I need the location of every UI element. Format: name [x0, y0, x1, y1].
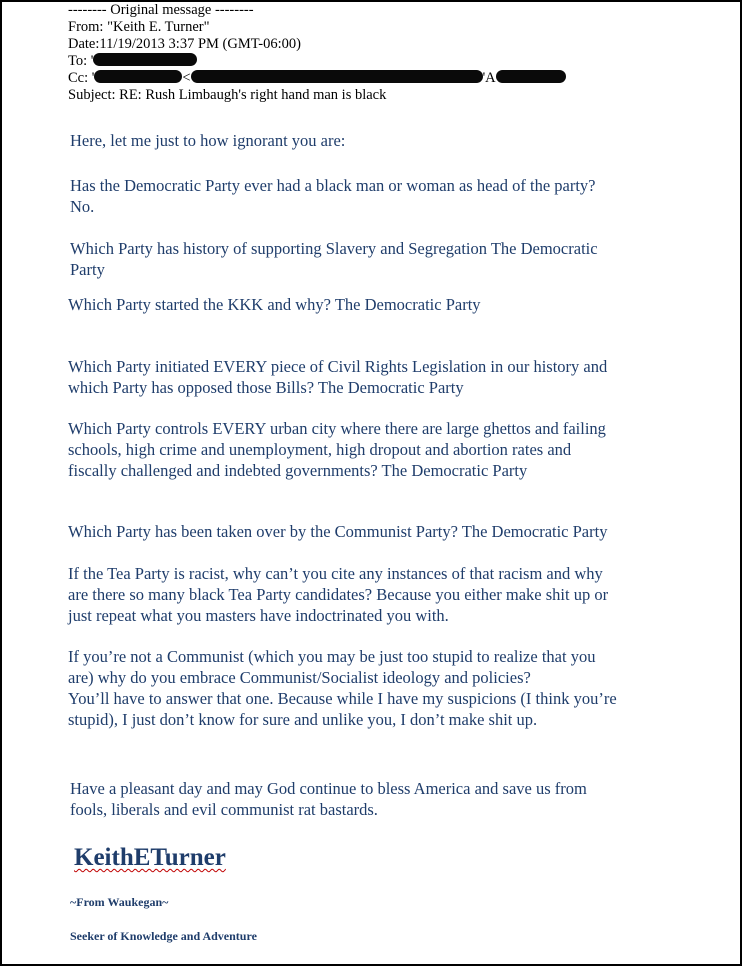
redacted-cc-name [94, 70, 182, 83]
original-message-line: -------- Original message -------- [68, 2, 254, 18]
redacted-recipient [93, 53, 197, 66]
paragraph-tea-party-line-2: are there so many black Tea Party candidates? Because you either make shit up or [68, 585, 609, 604]
paragraph-communist-line-2: are) why do you embrace Communist/Socialist ideology and policies? [68, 668, 531, 687]
redacted-cc-email [191, 70, 483, 83]
paragraph-kkk: Which Party started the KKK and why? The Democratic Party [68, 295, 481, 314]
paragraph-closing-line-1: Have a pleasant day and may God continue to bless America and save us from [70, 779, 587, 798]
cc-suffix: 'A [482, 70, 496, 86]
paragraph-urban-line-3: fiscally challenged and indebted governments? The Democratic Party [68, 461, 528, 480]
paragraph-civil-rights-line-2: which Party has opposed those Bills? The Democratic Party [68, 378, 464, 397]
paragraph-urban-line-1: Which Party controls EVERY urban city where there are large ghettos and failing [68, 419, 606, 438]
paragraph-party-head-line-2: No. [70, 197, 95, 216]
paragraph-slavery-line-2: Party [70, 260, 105, 279]
paragraph-tea-party-line-3: just repeat what you masters have indoctrinated you with. [68, 606, 449, 625]
paragraph-intro: Here, let me just to how ignorant you are: [70, 131, 346, 150]
to-line [68, 53, 197, 70]
from-line: From: "Keith E. Turner" [68, 19, 210, 35]
cc-label: Cc: ' [68, 70, 95, 86]
paragraph-communist-line-4: stupid), I just don’t know for sure and unlike you, I don’t make shit up. [68, 710, 538, 729]
paragraph-communist-line-1: If you’re not a Communist (which you may be just too stupid to realize that you [68, 647, 596, 666]
paragraph-party-head-line-1: Has the Democratic Party ever had a black man or woman as head of the party? [70, 176, 596, 195]
paragraph-civil-rights-line-1: Which Party initiated EVERY piece of Civil Rights Legislation in our history and [68, 357, 608, 376]
paragraph-communist-party: Which Party has been taken over by the Communist Party? The Democratic Party [68, 522, 608, 541]
cc-line [68, 70, 566, 87]
paragraph-urban-line-2: schools, high crime and unemployment, high dropout and abortion rates and [68, 440, 572, 459]
redacted-cc-name-2 [496, 70, 566, 83]
paragraph-communist-line-3: You’ll have to answer that one. Because while I have my suspicions (I think you’re [68, 689, 617, 708]
signature-location: ~From Waukegan~ [70, 895, 169, 909]
paragraph-slavery-line-1: Which Party has history of supporting Slavery and Segregation The Democratic [70, 239, 598, 258]
signature-tagline: Seeker of Knowledge and Adventure [70, 929, 257, 943]
paragraph-tea-party-line-1: If the Tea Party is racist, why can’t you cite any instances of that racism and why [68, 564, 603, 583]
date-line: Date:11/19/2013 3:37 PM (GMT-06:00) [68, 36, 301, 52]
subject-line: Subject: RE: Rush Limbaugh's right hand man is black [68, 87, 387, 103]
cc-bracket: < [182, 70, 191, 86]
paragraph-closing-line-2: fools, liberals and evil communist rat bastards. [70, 800, 378, 819]
signature-name: KeithETurner [74, 844, 226, 871]
to-label: To: ' [68, 53, 94, 69]
